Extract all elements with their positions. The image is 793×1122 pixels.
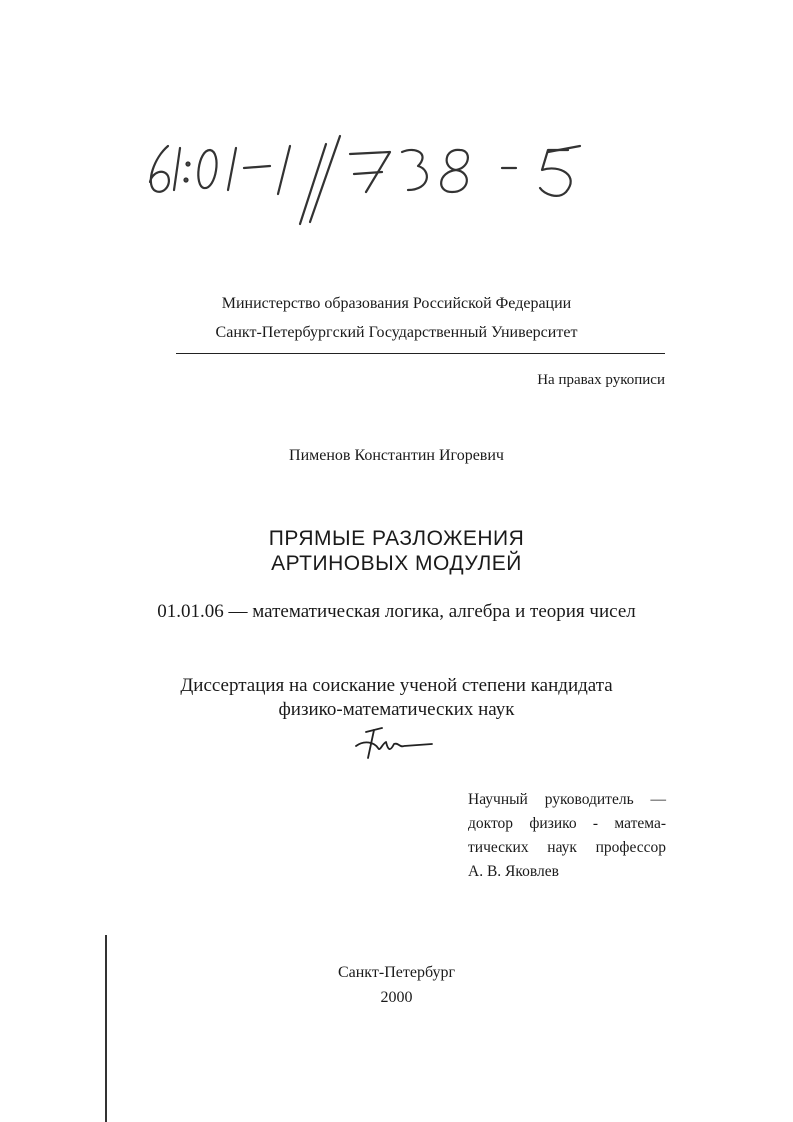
author-name: Пименов Константин Игоревич — [289, 447, 504, 464]
title-line-2: АРТИНОВЫХ МОДУЛЕЙ — [271, 552, 522, 575]
supervisor-line-1: Научный руководитель — — [468, 791, 666, 808]
degree-line-2: физико-математических наук — [278, 699, 515, 720]
publication-place — [0, 960, 793, 1010]
year: 2000 — [380, 989, 413, 1006]
supervisor-name: А. В. Яковлев — [468, 863, 559, 880]
university-name: Санкт-Петербургский Государственный Университет — [215, 324, 578, 341]
ministry-name: Министерство образования Российской Федерации — [221, 295, 572, 312]
signature — [352, 722, 436, 766]
specialty-code: 01.01.06 — математическая логика, алгебра и теория чисел — [157, 601, 636, 622]
scan-margin-line — [105, 935, 107, 1122]
scientific-supervisor — [468, 788, 666, 884]
supervisor-line-3: тических наук профессор — [468, 839, 666, 856]
degree-statement — [0, 674, 793, 722]
organization-header — [0, 289, 793, 347]
manuscript-rights-note: На правах рукописи — [537, 372, 665, 388]
header-rule — [176, 353, 665, 354]
title-line-1: ПРЯМЫЕ РАЗЛОЖЕНИЯ — [268, 527, 525, 550]
dissertation-title — [0, 526, 793, 576]
city: Санкт-Петербург — [337, 964, 456, 981]
degree-line-1: Диссертация на соискание ученой степени кандидата — [180, 675, 613, 696]
handwritten-archive-number — [140, 130, 610, 230]
supervisor-line-2: доктор физико - матема- — [468, 815, 666, 832]
